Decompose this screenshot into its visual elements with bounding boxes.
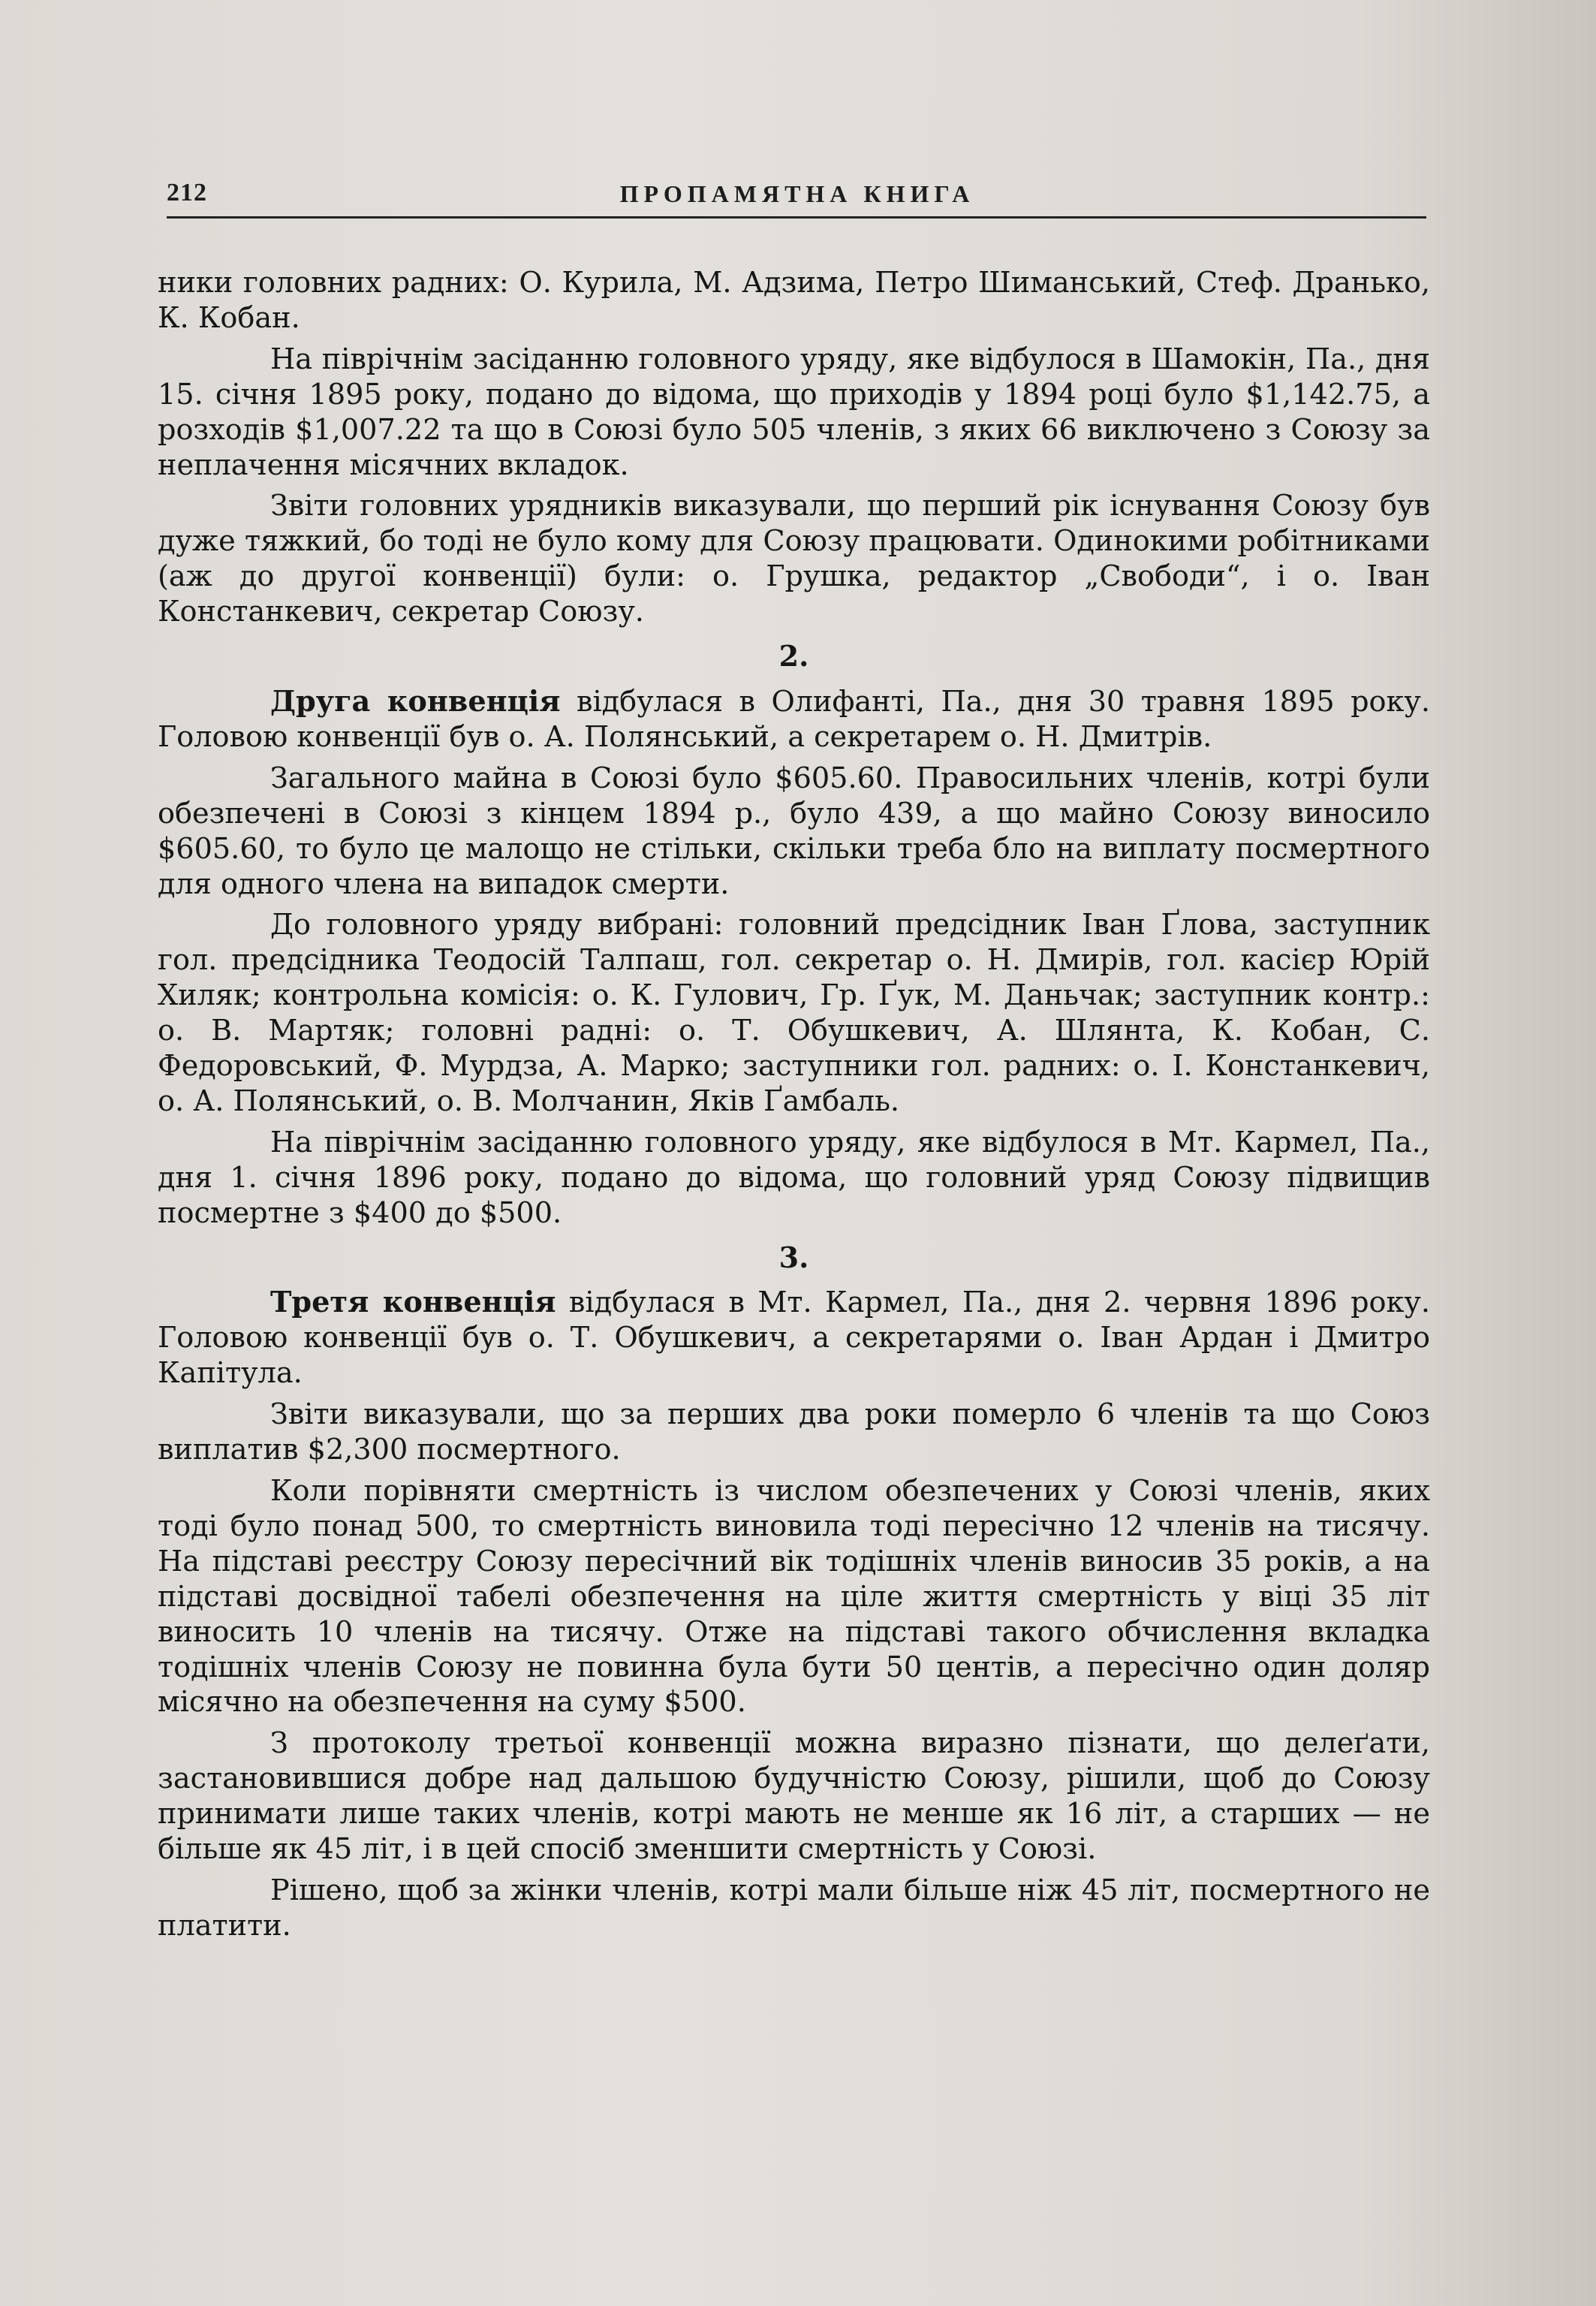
- second-convention-lead: Друга конвенція: [270, 684, 561, 719]
- paragraph-wives-decision: Рішено, щоб за жінки членів, котрі мали більше ніж 45 літ, посмертного не платити.: [158, 1873, 1430, 1943]
- paragraph-deaths-report: Звіти виказували, що за перших два роки померло 6 членів та що Союз виплатив $2,300 посмертного.: [158, 1398, 1430, 1467]
- paragraph-officers-reports: Звіти головних урядників виказували, що перший рік існування Союзу був дуже тяжкий, бо тоді не було кому для Союзу працювати. Одинокими робітниками (аж до другої конвенції) були: о. Грушка, редактор „Свободи“, і о. Іван Констанкевич, секретар Союзу.: [158, 490, 1430, 629]
- section-number-3: 3.: [778, 1240, 809, 1274]
- page-number: 212: [167, 179, 207, 206]
- paragraph-continued: ники головних радних: О. Курила, М. Адзима, Петро Шиманський, Стеф. Дранько, К. Кобан.: [158, 267, 1430, 335]
- paragraph-mortality: Коли порівняти смертність із числом обезпечених у Союзі членів, яких тоді було понад 500, то смертність виновила тоді пересічно 12 членів на тисячу. На підставі реєстру Союзу пересічний вік тодішніх членів виносив 35 років, а на підставі досвідної табелі обезпечення на ціле життя смертність у віці 35 літ виносить 10 членів на тисячу. Отже на підставі такого обчислення вкладка тодішніх членів Союзу не повинна була бути 50 центів, а пересічно один доляр місячно на обезпечення на суму $500.: [158, 1475, 1430, 1720]
- third-convention-text: відбулася в Мт. Кармел, Па., дня 2. червня 1896 року. Головою конвенції був о. Т. Обушкевич, а секретарями о. Іван Ардан і Дмитро Капітула.: [158, 1286, 1430, 1391]
- paragraph-age-limits: З протоколу третьої конвенції можна виразно пізнати, що делеґати, застановившися добре над дальшою будучністю Союзу, рішили, щоб до Союзу принимати лише таких членів, котрі мають не менше як 16 літ, а старших — не більше як 45 літ, і в цей спосіб зменшити смертність у Союзі.: [158, 1727, 1430, 1867]
- paragraph-second-convention: [158, 685, 1430, 755]
- third-convention-lead: Третя конвенція: [270, 1286, 556, 1320]
- paragraph-assets: Загального майна в Союзі було $605.60. Правосильних членів, котрі були обезпечені в Союзі з кінцем 1894 р., було 439, а що майно Союзу виносило $605.60, то було це малощо не стільки, скільки треба бло на виплату посмертного для одного члена на випадок смерти.: [158, 761, 1430, 901]
- running-title: ПРОПАМЯТНА КНИГА: [619, 180, 975, 207]
- page-body: [158, 266, 1430, 1950]
- paragraph-semiannual-meeting-1895: На піврічнім засіданню головного уряду, яке відбулося в Шамокін, Па., дня 15. січня 1895 року, подано до відома, що приходів у 1894 році було $1,142.75, а розходів $1,007.22 та що в Союзі було 505 членів, з яких 66 виключено з Союзу за неплачення місячних вкладок.: [158, 342, 1430, 482]
- paragraph-elected-officers: До головного уряду вибрані: головний предсідник Іван Ґлова, заступник гол. предсідника Теодосій Талпаш, гол. секретар о. Н. Дмирів, гол. касієр Юрій Хиляк; контрольна комісія: о. К. Гулович, Гр. Ґук, М. Даньчак; заступник контр.: о. В. Мартяк; головні радні: о. Т. Обушкевич, А. Шлянта, К. Кобан, С. Федоровський, Ф. Мурдза, А. Марко; заступники гол. радних: о. І. Констанкевич, о. А. Полянський, о. В. Молчанин, Яків Ґамбаль.: [158, 909, 1430, 1118]
- paragraph-semiannual-meeting-1896: На піврічнім засіданню головного уряду, яке відбулося в Мт. Кармел, Па., дня 1. січня 1896 року, подано до відома, що головний уряд Союзу підвищив посмертне з $400 до $500.: [158, 1126, 1430, 1230]
- second-convention-text: відбулася в Олифанті, Па., дня 30 травня 1895 року. Головою конвенції був о. А. Полянський, а секретарем о. Н. Дмитрів.: [158, 685, 1430, 754]
- paragraph-third-convention: [158, 1286, 1430, 1391]
- page-header: [167, 179, 1426, 219]
- section-number-2: 2.: [778, 639, 809, 674]
